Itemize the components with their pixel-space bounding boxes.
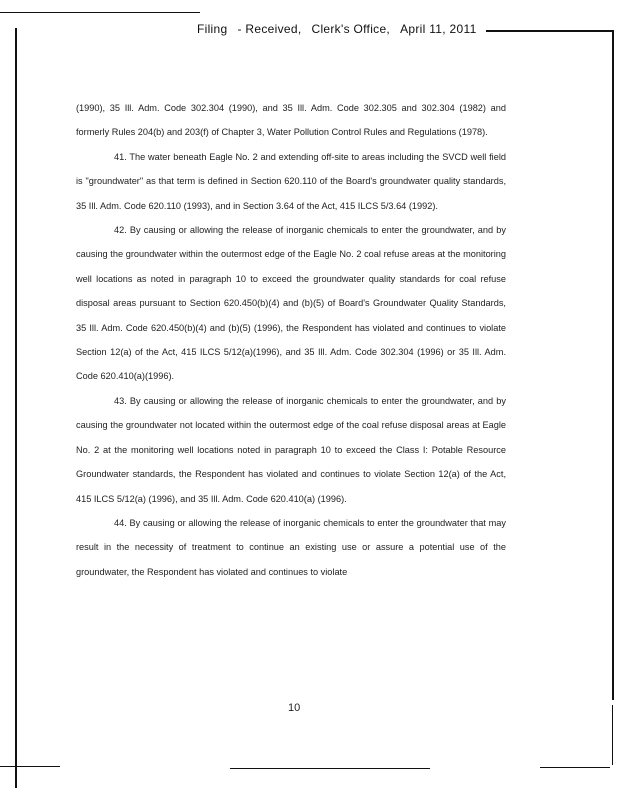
scan-border-right <box>612 30 614 700</box>
paragraph-42: 42. By causing or allowing the release of inorganic chemicals to enter the groundwater, and by causing the groundwater within the outermost edge of the Eagle No. 2 coal refuse areas at the monitoring well locations as noted in paragraph 10 to exceed the groundwater quality standards for coal refuse disposal areas pursuant to Section 620.450(b)(4) and (b)(5) of Board's Groundwater Quality Standards, 35 Ill. Adm. Code 620.450(b)(4) and (b)(5) (1996), the Respondent has violated and continues to violate Section 12(a) of the Act, 415 ILCS 5/12(a)(1996), and 35 Ill. Adm. Code 302.304 (1996) or 35 Ill. Adm. Code 620.410(a)(1996). <box>76 225 506 382</box>
paragraph-41: 41. The water beneath Eagle No. 2 and extending off-site to areas including the SVCD well field is "groundwater" as that term is defined in Section 620.110 of the Board's groundwater quality standards, 35 Ill. Adm. Code 620.110 (1993), and in Section 3.64 of the Act, 415 ILCS 5/3.64 (1992). <box>76 151 506 211</box>
paragraph-continuation: (1990), 35 Ill. Adm. Code 302.304 (1990), and 35 Ill. Adm. Code 302.305 and 302.304 (1982) and formerly Rules 204(b) and 203(f) of Chapter 3, Water Pollution Control Rules and Regulations (1978). <box>76 103 506 138</box>
scan-border-top-right <box>486 30 614 32</box>
stamp-received: - Received, <box>237 22 302 36</box>
document-body <box>76 96 506 584</box>
stamp-office: Clerk's Office, <box>311 22 391 36</box>
page-number: 10 <box>288 702 301 714</box>
scan-border-top-left <box>0 12 200 13</box>
stamp-date: April 11, 2011 <box>400 22 477 36</box>
paragraph-43: 43. By causing or allowing the release of inorganic chemicals to enter the groundwater, and by causing the groundwater not located within the outermost edge of the coal refuse disposal areas at Eagle No. 2 at the monitoring well locations noted in paragraph 10 to exceed the Class I: Potable Resource Groundwater standards, the Respondent has violated and continues to violate Section 12(a) of the Act, 415 ILCS 5/12(a) (1996), and 35 Ill. Adm. Code 620.410(a) (1996). <box>76 395 506 504</box>
scan-border-left <box>15 28 17 788</box>
stamp-filing: Filing <box>197 22 228 36</box>
filing-stamp <box>197 22 497 36</box>
paragraph-44: 44. By causing or allowing the release of inorganic chemicals to enter the groundwater that may result in the necessity of treatment to continue an existing use or assure a potential use of the groundwater, the Respondent has violated and continues to violate <box>76 517 506 577</box>
scan-border-bottom-mid <box>230 768 430 769</box>
scan-border-right-lower <box>612 705 613 765</box>
scan-border-bottom-right <box>540 767 610 768</box>
scan-border-bottom-left <box>0 766 60 767</box>
